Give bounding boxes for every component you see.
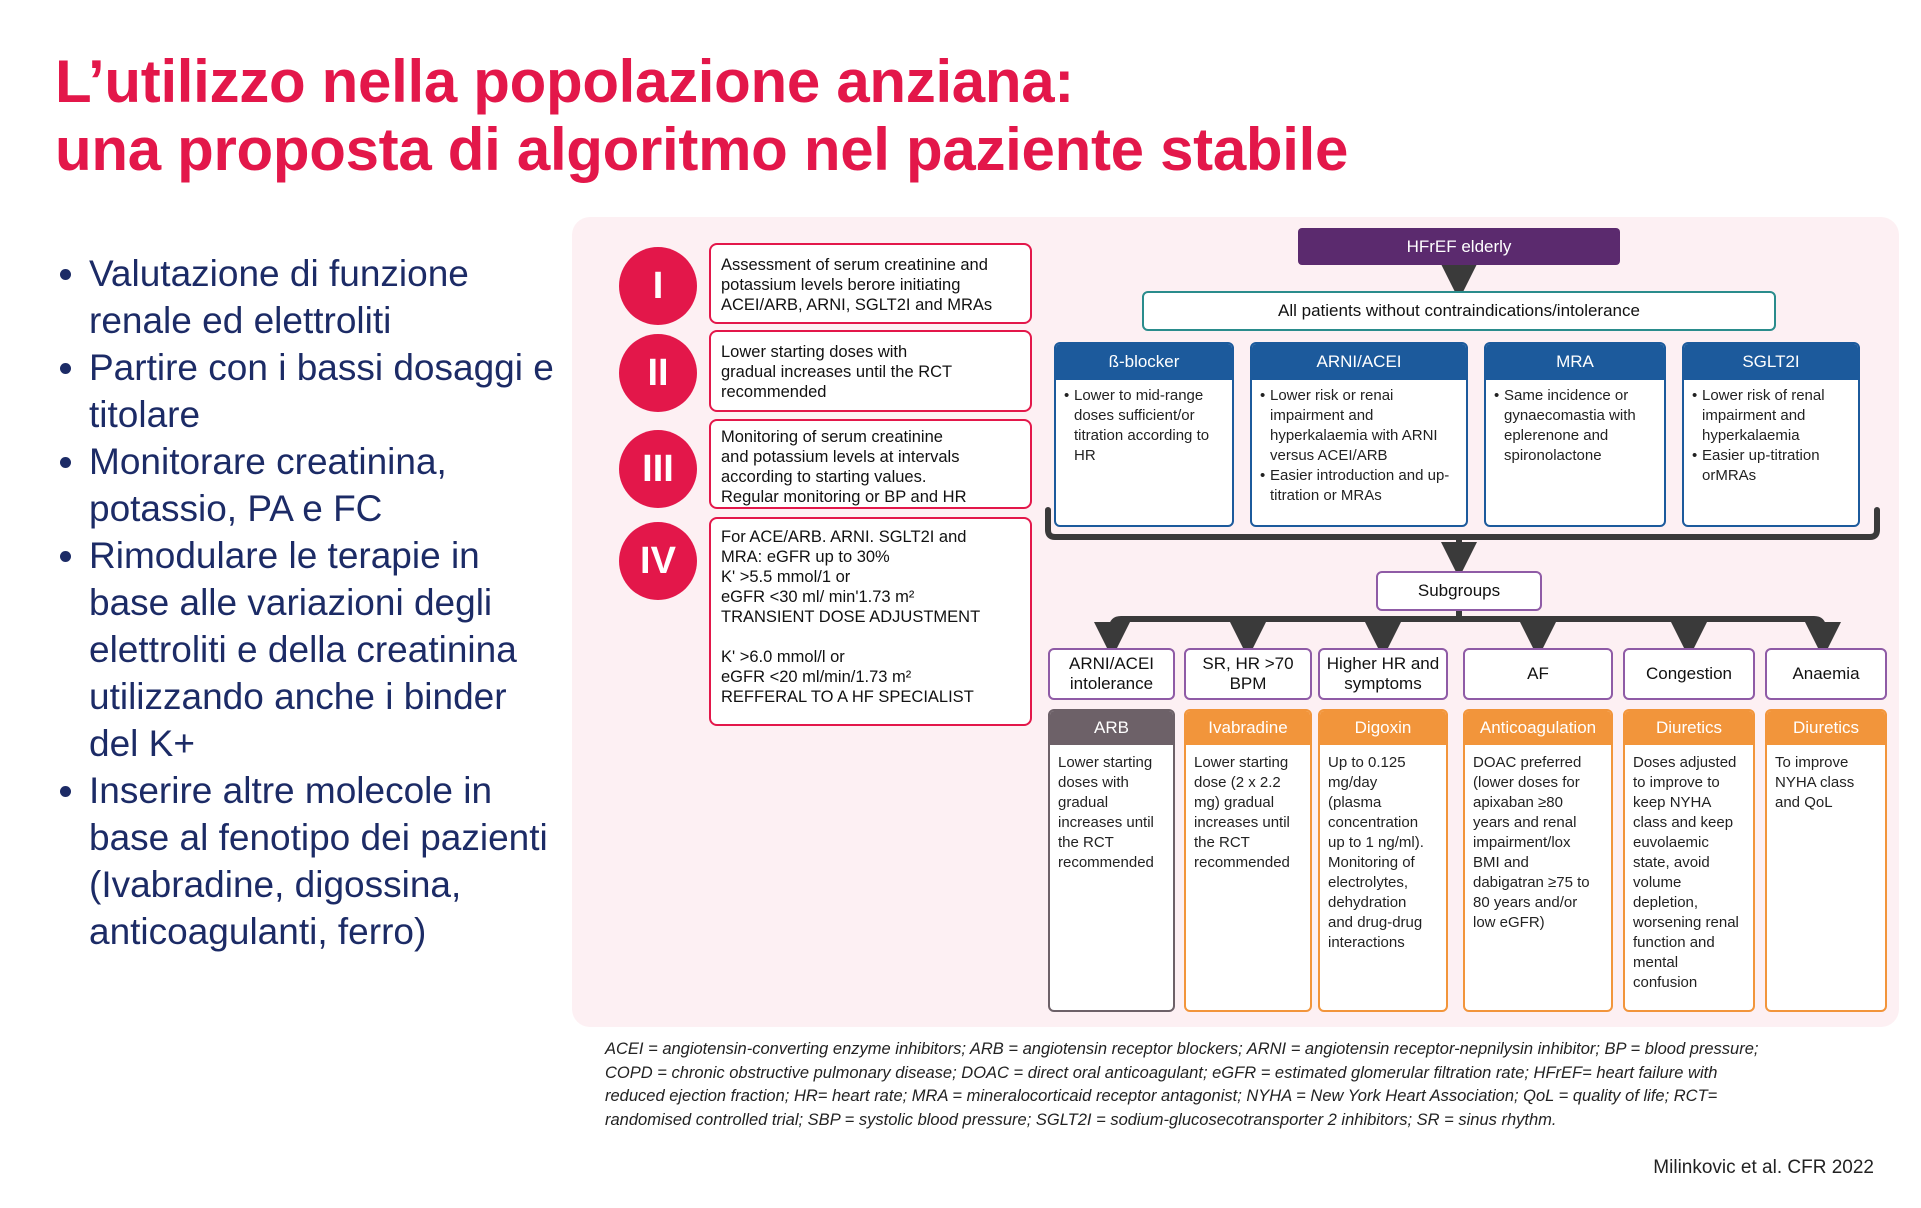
step-box-1 <box>709 243 1032 324</box>
bullet-item: Valutazione di funzione renale ed elettroliti <box>55 250 555 344</box>
title-line-2: una proposta di algoritmo nel paziente stabile <box>55 116 1349 183</box>
subgroups-node: Subgroups <box>1376 571 1542 611</box>
therapy-text: class and keep <box>1633 814 1734 831</box>
abbreviations-footnote <box>605 1038 1895 1132</box>
step-text: K' >5.5 mmol/1 or <box>721 568 851 586</box>
therapy-text: and drug-drug <box>1328 914 1423 931</box>
therapy-text: Doses adjusted <box>1633 754 1737 771</box>
therapy-header: Anticoagulation <box>1465 711 1611 745</box>
therapy-text: dose (2 x 2.2 <box>1194 774 1281 791</box>
therapy-text: mg/day <box>1328 774 1378 791</box>
therapy-box-anticoagulation <box>1463 709 1613 1012</box>
drug-class-mra <box>1484 342 1666 527</box>
therapy-text: Up to 0.125 <box>1328 754 1406 771</box>
step-text: and potassium levels at intervals <box>721 448 960 466</box>
drug-class-note: • Same incidence or gynaecomastia with eplerenone and spironolactone <box>1494 386 1656 466</box>
drug-class-note: • Lower to mid-range doses sufficient/or titration according to HR <box>1064 386 1224 466</box>
drug-class-arni-acei <box>1250 342 1468 527</box>
step-text: ACEI/ARB, ARNI, SGLT2I and MRAs <box>721 296 993 314</box>
citation: Milinkovic et al. CFR 2022 <box>1653 1157 1874 1178</box>
subgroup-label-anaemia: Anaemia <box>1765 648 1887 700</box>
therapy-text: low eGFR) <box>1473 914 1545 931</box>
step-text: gradual increases until the RCT <box>721 363 953 381</box>
step-text: K' >6.0 mmol/l or <box>721 648 845 666</box>
therapy-text: Lower starting <box>1058 754 1153 771</box>
therapy-header: Digoxin <box>1320 711 1446 745</box>
therapy-text: interactions <box>1328 934 1405 951</box>
step-text: TRANSIENT DOSE ADJUSTMENT <box>721 608 981 626</box>
therapy-text: mental <box>1633 954 1679 971</box>
step-text: Lower starting doses with <box>721 343 908 361</box>
therapy-text: euvolaemic <box>1633 834 1709 851</box>
therapy-text: volume <box>1633 874 1682 891</box>
therapy-text: increases until <box>1058 814 1154 831</box>
therapy-box-digoxin <box>1318 709 1448 1012</box>
therapy-text: (lower doses for <box>1473 774 1580 791</box>
step-text: recommended <box>721 383 827 401</box>
therapy-text: apixaban ≥80 <box>1473 794 1563 811</box>
therapy-text: up to 1 ng/ml). <box>1328 834 1424 851</box>
therapy-text: the RCT <box>1194 834 1250 851</box>
bullet-item: Partire con i bassi dosaggi e titolare <box>55 344 555 438</box>
drug-class-header: MRA <box>1486 344 1664 380</box>
step-text: MRA: eGFR up to 30% <box>721 548 890 566</box>
therapy-text: depletion, <box>1633 894 1699 911</box>
bullet-item: Inserire altre molecole in base al fenotipo dei pazienti (Ivabradine, digossina, anticoagulanti, ferro) <box>55 767 555 955</box>
therapy-text: worsening renal <box>1633 914 1739 931</box>
step-circle-1: I <box>619 247 697 325</box>
therapy-text: Lower starting <box>1194 754 1289 771</box>
drug-class-sglt2i <box>1682 342 1860 527</box>
step-box-3 <box>709 419 1032 509</box>
therapy-text: recommended <box>1194 854 1290 871</box>
therapy-header: Diuretics <box>1767 711 1885 745</box>
drug-class-note: • Lower risk of renal impairment and hyperkalaemia <box>1692 386 1850 446</box>
therapy-text: DOAC preferred <box>1473 754 1582 771</box>
subgroup-label-higher-hr: Higher HR and symptoms <box>1318 648 1448 700</box>
footnote-line: reduced ejection fraction; HR= heart rate; MRA = mineralocorticaid receptor antagonist; NYHA = New York Heart Association; QoL = quality of life; RCT= <box>605 1087 1718 1105</box>
page-title <box>55 48 1555 184</box>
therapy-text: mg) gradual <box>1194 794 1275 811</box>
step-circle-4: IV <box>619 522 697 600</box>
therapy-text: concentration <box>1328 814 1419 831</box>
therapy-text: Monitoring of <box>1328 854 1415 871</box>
therapy-text: recommended <box>1058 854 1154 871</box>
drug-class-header: ß-blocker <box>1056 344 1232 380</box>
subgroup-label-sr-hr: SR, HR >70 BPM <box>1184 648 1312 700</box>
therapy-text: To improve <box>1775 754 1849 771</box>
therapy-header: Diuretics <box>1625 711 1753 745</box>
bullet-item: Rimodulare le terapie in base alle variazioni degli elettroliti e della creatinina utilizzando anche i binder del K+ <box>55 532 555 767</box>
therapy-text: increases until <box>1194 814 1290 831</box>
step-text: according to starting values. <box>721 468 927 486</box>
bullet-list <box>55 250 555 955</box>
therapy-text: BMI and <box>1473 854 1529 871</box>
therapy-text: gradual <box>1058 794 1109 811</box>
therapy-text: years and renal <box>1473 814 1577 831</box>
therapy-box-diuretics-congestion <box>1623 709 1755 1012</box>
therapy-text: electrolytes, <box>1328 874 1409 891</box>
step-box-2 <box>709 330 1032 412</box>
therapy-text: and QoL <box>1775 794 1833 811</box>
step-text <box>721 627 1020 647</box>
therapy-text: doses with <box>1058 774 1129 791</box>
therapy-header: ARB <box>1050 711 1173 745</box>
all-patients-node: All patients without contraindications/intolerance <box>1142 291 1776 331</box>
step-text: Assessment of serum creatinine and <box>721 256 988 274</box>
therapy-text: state, avoid <box>1633 854 1710 871</box>
title-line-1: L’utilizzo nella popolazione anziana: <box>55 48 1074 115</box>
step-text: eGFR <20 ml/min/1.73 m² <box>721 668 912 686</box>
therapy-box-diuretics-anaemia <box>1765 709 1887 1012</box>
step-circle-2: II <box>619 334 697 412</box>
drug-class-note: • Easier up-titration orMRAs <box>1692 446 1850 486</box>
therapy-box-ivabradine <box>1184 709 1312 1012</box>
therapy-text: confusion <box>1633 974 1698 991</box>
subgroup-label-af: AF <box>1463 648 1613 700</box>
therapy-text: the RCT <box>1058 834 1114 851</box>
step-text: REFFERAL TO A HF SPECIALIST <box>721 688 974 706</box>
drug-class-header: SGLT2I <box>1684 344 1858 380</box>
therapy-text: dehydration <box>1328 894 1407 911</box>
footnote-line: COPD = chronic obstructive pulmonary disease; DOAC = direct oral anticoagulant; eGFR = estimated glomerular filtration rate; HFrEF= heart failure with <box>605 1063 1718 1082</box>
subgroup-label-arni-acei-intolerance: ARNI/ACEI intolerance <box>1048 648 1175 700</box>
therapy-text: function and <box>1633 934 1715 951</box>
step-text: Regular monitoring or BP and HR <box>721 488 967 506</box>
footnote-line: randomised controlled trial; SBP = systolic blood pressure; SGLT2I = sodium-glucosecotransporter 2 inhibitors; SR = sinus rhythm. <box>605 1110 1557 1129</box>
step-circle-3: III <box>619 430 697 508</box>
step-text: For ACE/ARB. ARNI. SGLT2I and <box>721 528 967 546</box>
step-box-4 <box>709 517 1032 726</box>
bullet-item: Monitorare creatinina, potassio, PA e FC <box>55 438 555 532</box>
therapy-text: (plasma <box>1328 794 1382 811</box>
therapy-text: 80 years and/or <box>1473 894 1578 911</box>
drug-class-beta-blocker <box>1054 342 1234 527</box>
therapy-text: NYHA class <box>1775 774 1855 791</box>
therapy-text: dabigatran ≥75 to <box>1473 874 1590 891</box>
therapy-header: Ivabradine <box>1186 711 1310 745</box>
footnote-line: ACEI = angiotensin-converting enzyme inhibitors; ARB = angiotensin receptor blockers; ARNI = angiotensin receptor-nepnilysin inhibitor; BP = blood pressure; <box>605 1040 1759 1058</box>
drug-class-note: • Lower risk or renai impairment and hyperkalaemia with ARNI versus ACEI/ARB <box>1260 386 1458 466</box>
drug-class-note: • Easier introduction and up-titration or MRAs <box>1260 466 1458 506</box>
step-text: Monitoring of serum creatinine <box>721 428 943 446</box>
therapy-text: to improve to <box>1633 774 1720 791</box>
drug-class-header: ARNI/ACEI <box>1252 344 1466 380</box>
hfref-elderly-node: HFrEF elderly <box>1298 228 1620 265</box>
step-text: potassium levels berore initiating <box>721 276 961 294</box>
step-text: eGFR <30 ml/ min'1.73 m² <box>721 588 915 606</box>
subgroup-label-congestion: Congestion <box>1623 648 1755 700</box>
therapy-text: keep NYHA <box>1633 794 1712 811</box>
therapy-box-arb <box>1048 709 1175 1012</box>
therapy-text: impairment/lox <box>1473 834 1571 851</box>
